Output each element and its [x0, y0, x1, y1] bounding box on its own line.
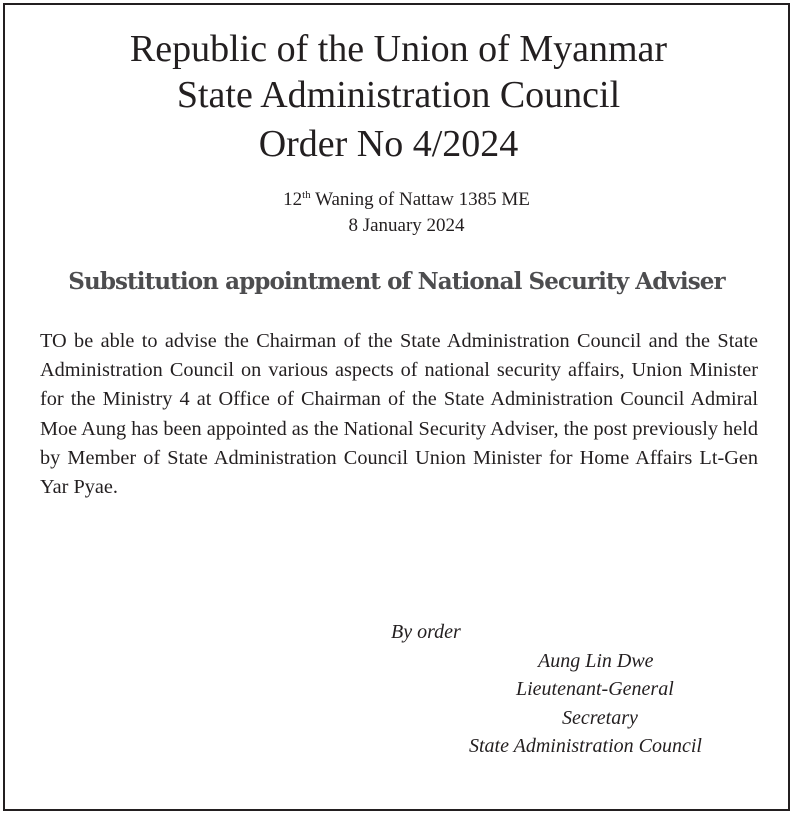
lunar-date: [0, 188, 797, 212]
gregorian-date: 8 January 2024: [348, 215, 465, 236]
signatory-rank: Lieutenant-General: [516, 678, 674, 700]
order-body: TO be able to advise the Chairman of the State Administration Council and the State Administration Council on various aspects of national security affairs, Union Minister for the Ministry 4 at Office of Chairman of the State Administration Council Admiral Moe Aung has been appointed as the National Security Adviser, the post previously held by Member of State Administration Council Union Minister for Home Affairs Lt-Gen Yar Pyae.: [40, 330, 758, 499]
lunar-day-number: 12: [283, 189, 303, 210]
header-council: State Administration Council: [176, 74, 621, 116]
signatory-organization: State Administration Council: [469, 735, 702, 757]
header-country: Republic of the Union of Myanmar: [129, 28, 668, 70]
signatory-title: Secretary: [562, 707, 638, 729]
signatory-name: Aung Lin Dwe: [538, 650, 654, 672]
lunar-day-suffix: th: [302, 189, 311, 201]
lunar-date-rest: Waning of Nattaw 1385 ME: [310, 189, 530, 210]
header-order-number: Order No 4/2024: [258, 123, 519, 165]
by-order: By order: [391, 621, 461, 643]
order-subtitle: Substitution appointment of National Security Adviser: [68, 268, 725, 295]
